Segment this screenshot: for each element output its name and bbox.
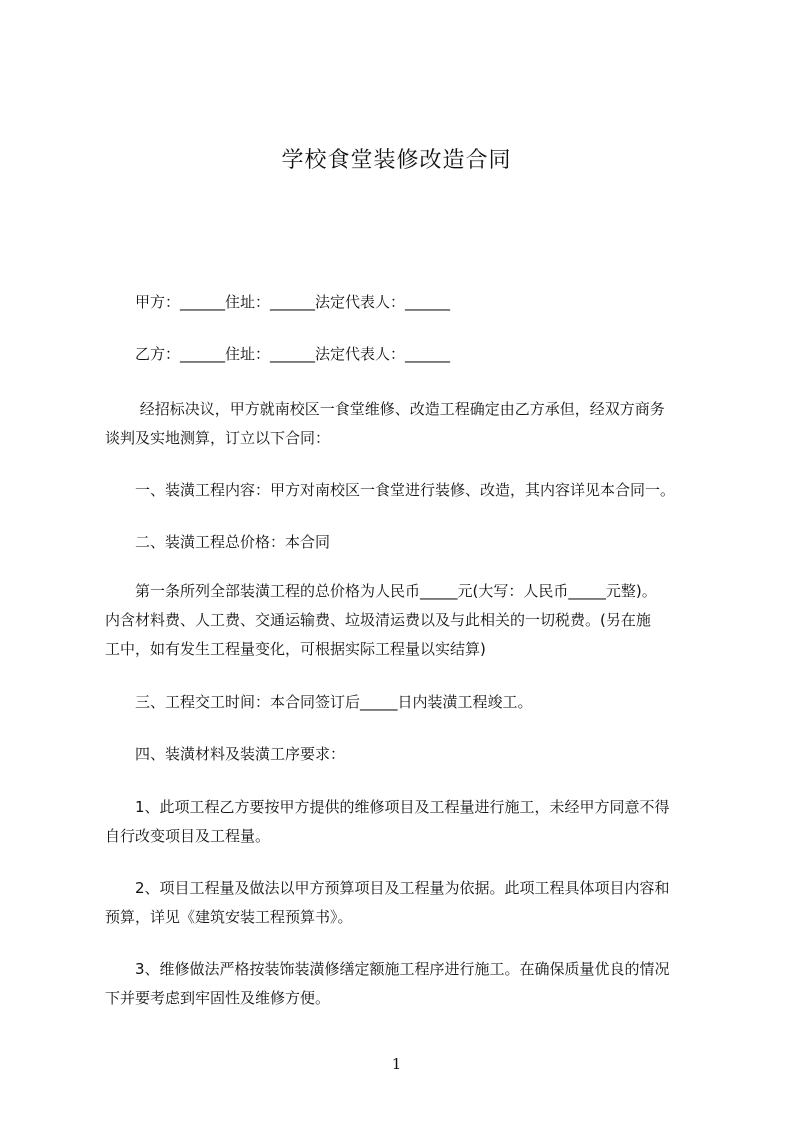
clause-3: 三、工程交工时间：本合同签订后_____日内装潢工程竣工。 <box>105 693 533 711</box>
requirement-2-line-2: 预算，详见《建筑安装工程预算书》。 <box>105 908 353 926</box>
page-number: 1 <box>391 1055 402 1073</box>
requirement-3-line-2: 下并要考虑到牢固性及维修方便。 <box>105 989 331 1007</box>
requirement-3-line-1: 3、维修做法严格按装饰装潢修缮定额施工程序进行施工。在确保质量优良的情况 <box>105 960 670 978</box>
clause-1: 一、装潢工程内容：甲方对南校区一食堂进行装修、改造，其内容详见本合同一。 <box>105 481 676 499</box>
intro-line-1: 经招标决议，甲方就南校区一食堂维修、改造工程确定由乙方承但，经双方商务 <box>105 400 665 418</box>
price-line-2: 内含材料费、人工费、交通运输费、垃圾清运费以及与此相关的一切税费。(另在施 <box>105 611 651 629</box>
price-line-1: 第一条所列全部装潢工程的总价格为人民币_____元(大写：人民币_____元整)。 <box>105 582 657 600</box>
party-a-line: 甲方：______住址：______法定代表人：______ <box>105 293 451 311</box>
price-line-3: 工中，如有发生工程量变化，可根据实际工程量以实结算) <box>105 640 486 658</box>
clause-4: 四、装潢材料及装潢工序要求： <box>105 745 346 763</box>
requirement-1-line-1: 1、此项工程乙方要按甲方提供的维修项目及工程量进行施工，未经甲方同意不得 <box>105 798 670 816</box>
requirement-1-line-2: 自行改变项目及工程量。 <box>105 827 271 845</box>
page-title: 学校食堂装修改造合同 <box>281 148 512 173</box>
party-b-line: 乙方：______住址：______法定代表人：______ <box>105 345 451 363</box>
requirement-2-line-1: 2、项目工程量及做法以甲方预算项目及工程量为依据。此项工程具体项目内容和 <box>105 879 670 897</box>
clause-2: 二、装潢工程总价格：本合同 <box>105 533 331 551</box>
intro-line-2: 谈判及实地测算，订立以下合同： <box>105 429 331 447</box>
